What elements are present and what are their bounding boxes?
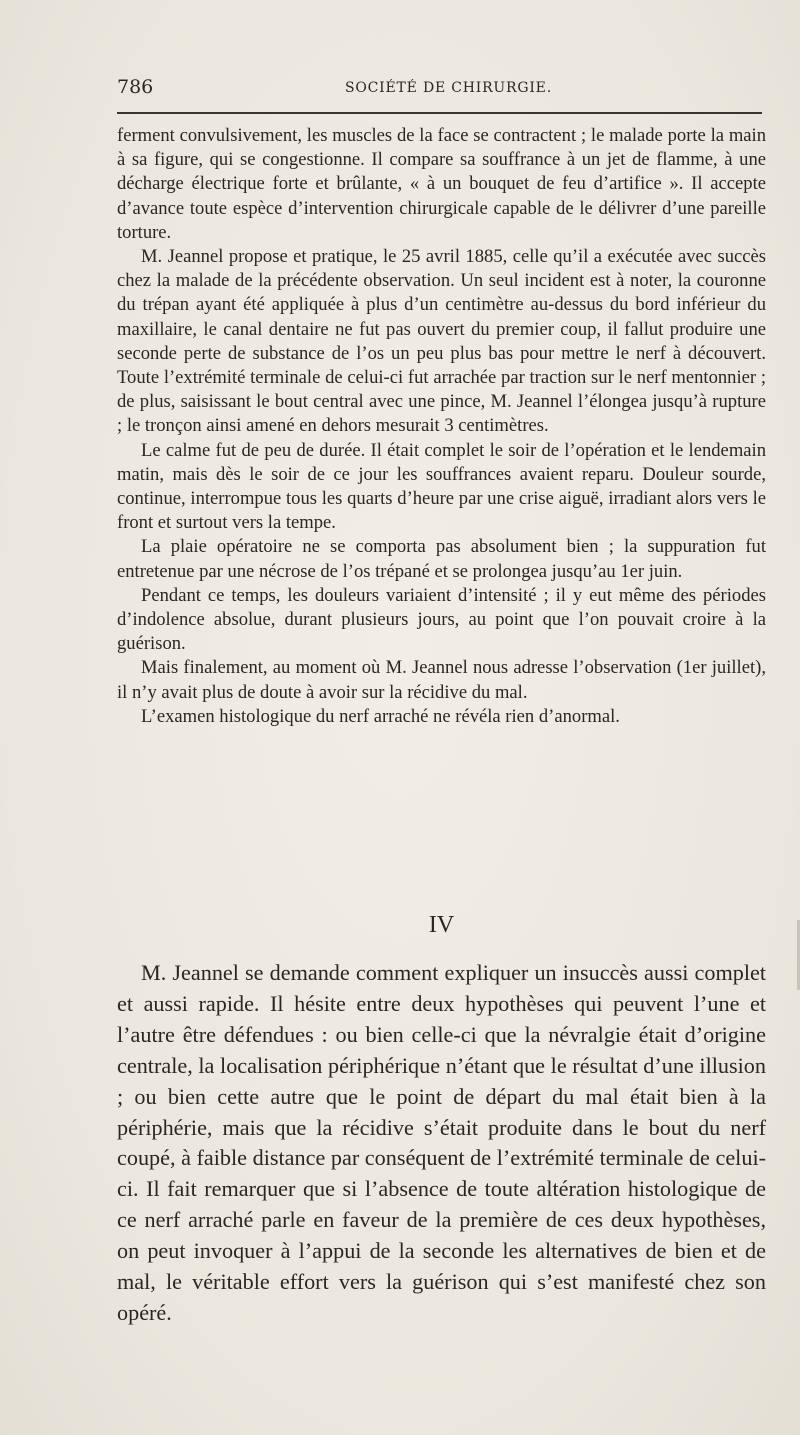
observation-text: [117, 124, 766, 729]
running-head: [117, 76, 762, 100]
paragraph: Mais finalement, au moment où M. Jeannel nous adresse l’observation (1er juillet), il n’y avait plus de doute à avoir sur la récidive du mal.: [117, 657, 766, 703]
paragraph: ferment convulsivement, les muscles de la face se contractent ; le malade porte la main à sa figure, qui se congestionne. Il compare sa souffrance à un jet de flamme, à une décharge électrique forte et brûlante, « à un bouquet de feu d’artifice ». Il accepte d’avance toute espèce d’intervention chirurgicale capable de le délivrer d’une pareille torture.: [117, 125, 766, 243]
paragraph: Le calme fut de peu de durée. Il était complet le soir de l’opération et le lendemain matin, mais dès le soir de ce jour les souffrances avaient reparu. Douleur sourde, continue, interrompue tous les quarts d’heure par une crise aiguë, irradiant alors vers le front et surtout vers la tempe.: [117, 439, 766, 534]
paragraph: Pendant ce temps, les douleurs variaient d’intensité ; il y eut même des périodes d’indolence absolue, durant plusieurs jours, au point que l’on pouvait croire à la guérison.: [117, 584, 766, 655]
paragraph: M. Jeannel se demande comment expliquer un insuccès aussi complet et aussi rapide. Il hésite entre deux hypothèses qui peuvent l’une et l’autre être défendues : ou bien celle-ci que la névralgie était d’origine centrale, la localisation périphérique n’étant que le résultat d’une illusion ; ou bien cette autre que le point de départ du mal était bien à la périphérie, mais que la récidive s’était produite dans le bout du nerf coupé, à faible distance par conséquent de l’extrémité terminale de celui-ci. Il fait remarquer que si l’absence de toute altération histologique de ce nerf arraché parle en faveur de la première de ces deux hypothèses, on peut invoquer à l’appui de la seconde les alternatives de bien et de mal, le véritable effort vers la guérison qui s’est manifesté chez son opéré.: [117, 960, 766, 1325]
paragraph: La plaie opératoire ne se comporta pas absolument bien ; la suppuration fut entretenue par une nécrose de l’os trépané et se prolongea jusqu’au 1er juin.: [117, 536, 766, 582]
header-rule: [117, 112, 762, 114]
discussion-text: [117, 958, 766, 1329]
page-number: 786: [117, 76, 154, 98]
paragraph: M. Jeannel propose et pratique, le 25 avril 1885, celle qu’il a exécutée avec succès chez la malade de la précédente observation. Un seul incident est à noter, la couronne du trépan ayant été appliquée à plus d’un centimètre au-dessus du bord inférieur du maxillaire, le canal dentaire ne fut pas ouvert du premier coup, il fallut produire une seconde perte de substance de l’os un peu plus bas pour mettre le nerf à découvert. Toute l’extrémité terminale de celui-ci fut arrachée par traction sur le nerf mentonnier ; de plus, saisissant le bout central avec une pince, M. Jeannel l’élongea jusqu’à rupture ; le tronçon ainsi amené en dehors mesurait 3 centimètres.: [117, 246, 766, 437]
paragraph: L’examen histologique du nerf arraché ne révéla rien d’anormal.: [141, 705, 620, 727]
section-heading: IV: [428, 912, 455, 938]
running-title: SOCIÉTÉ DE CHIRURGIE.: [345, 80, 552, 96]
